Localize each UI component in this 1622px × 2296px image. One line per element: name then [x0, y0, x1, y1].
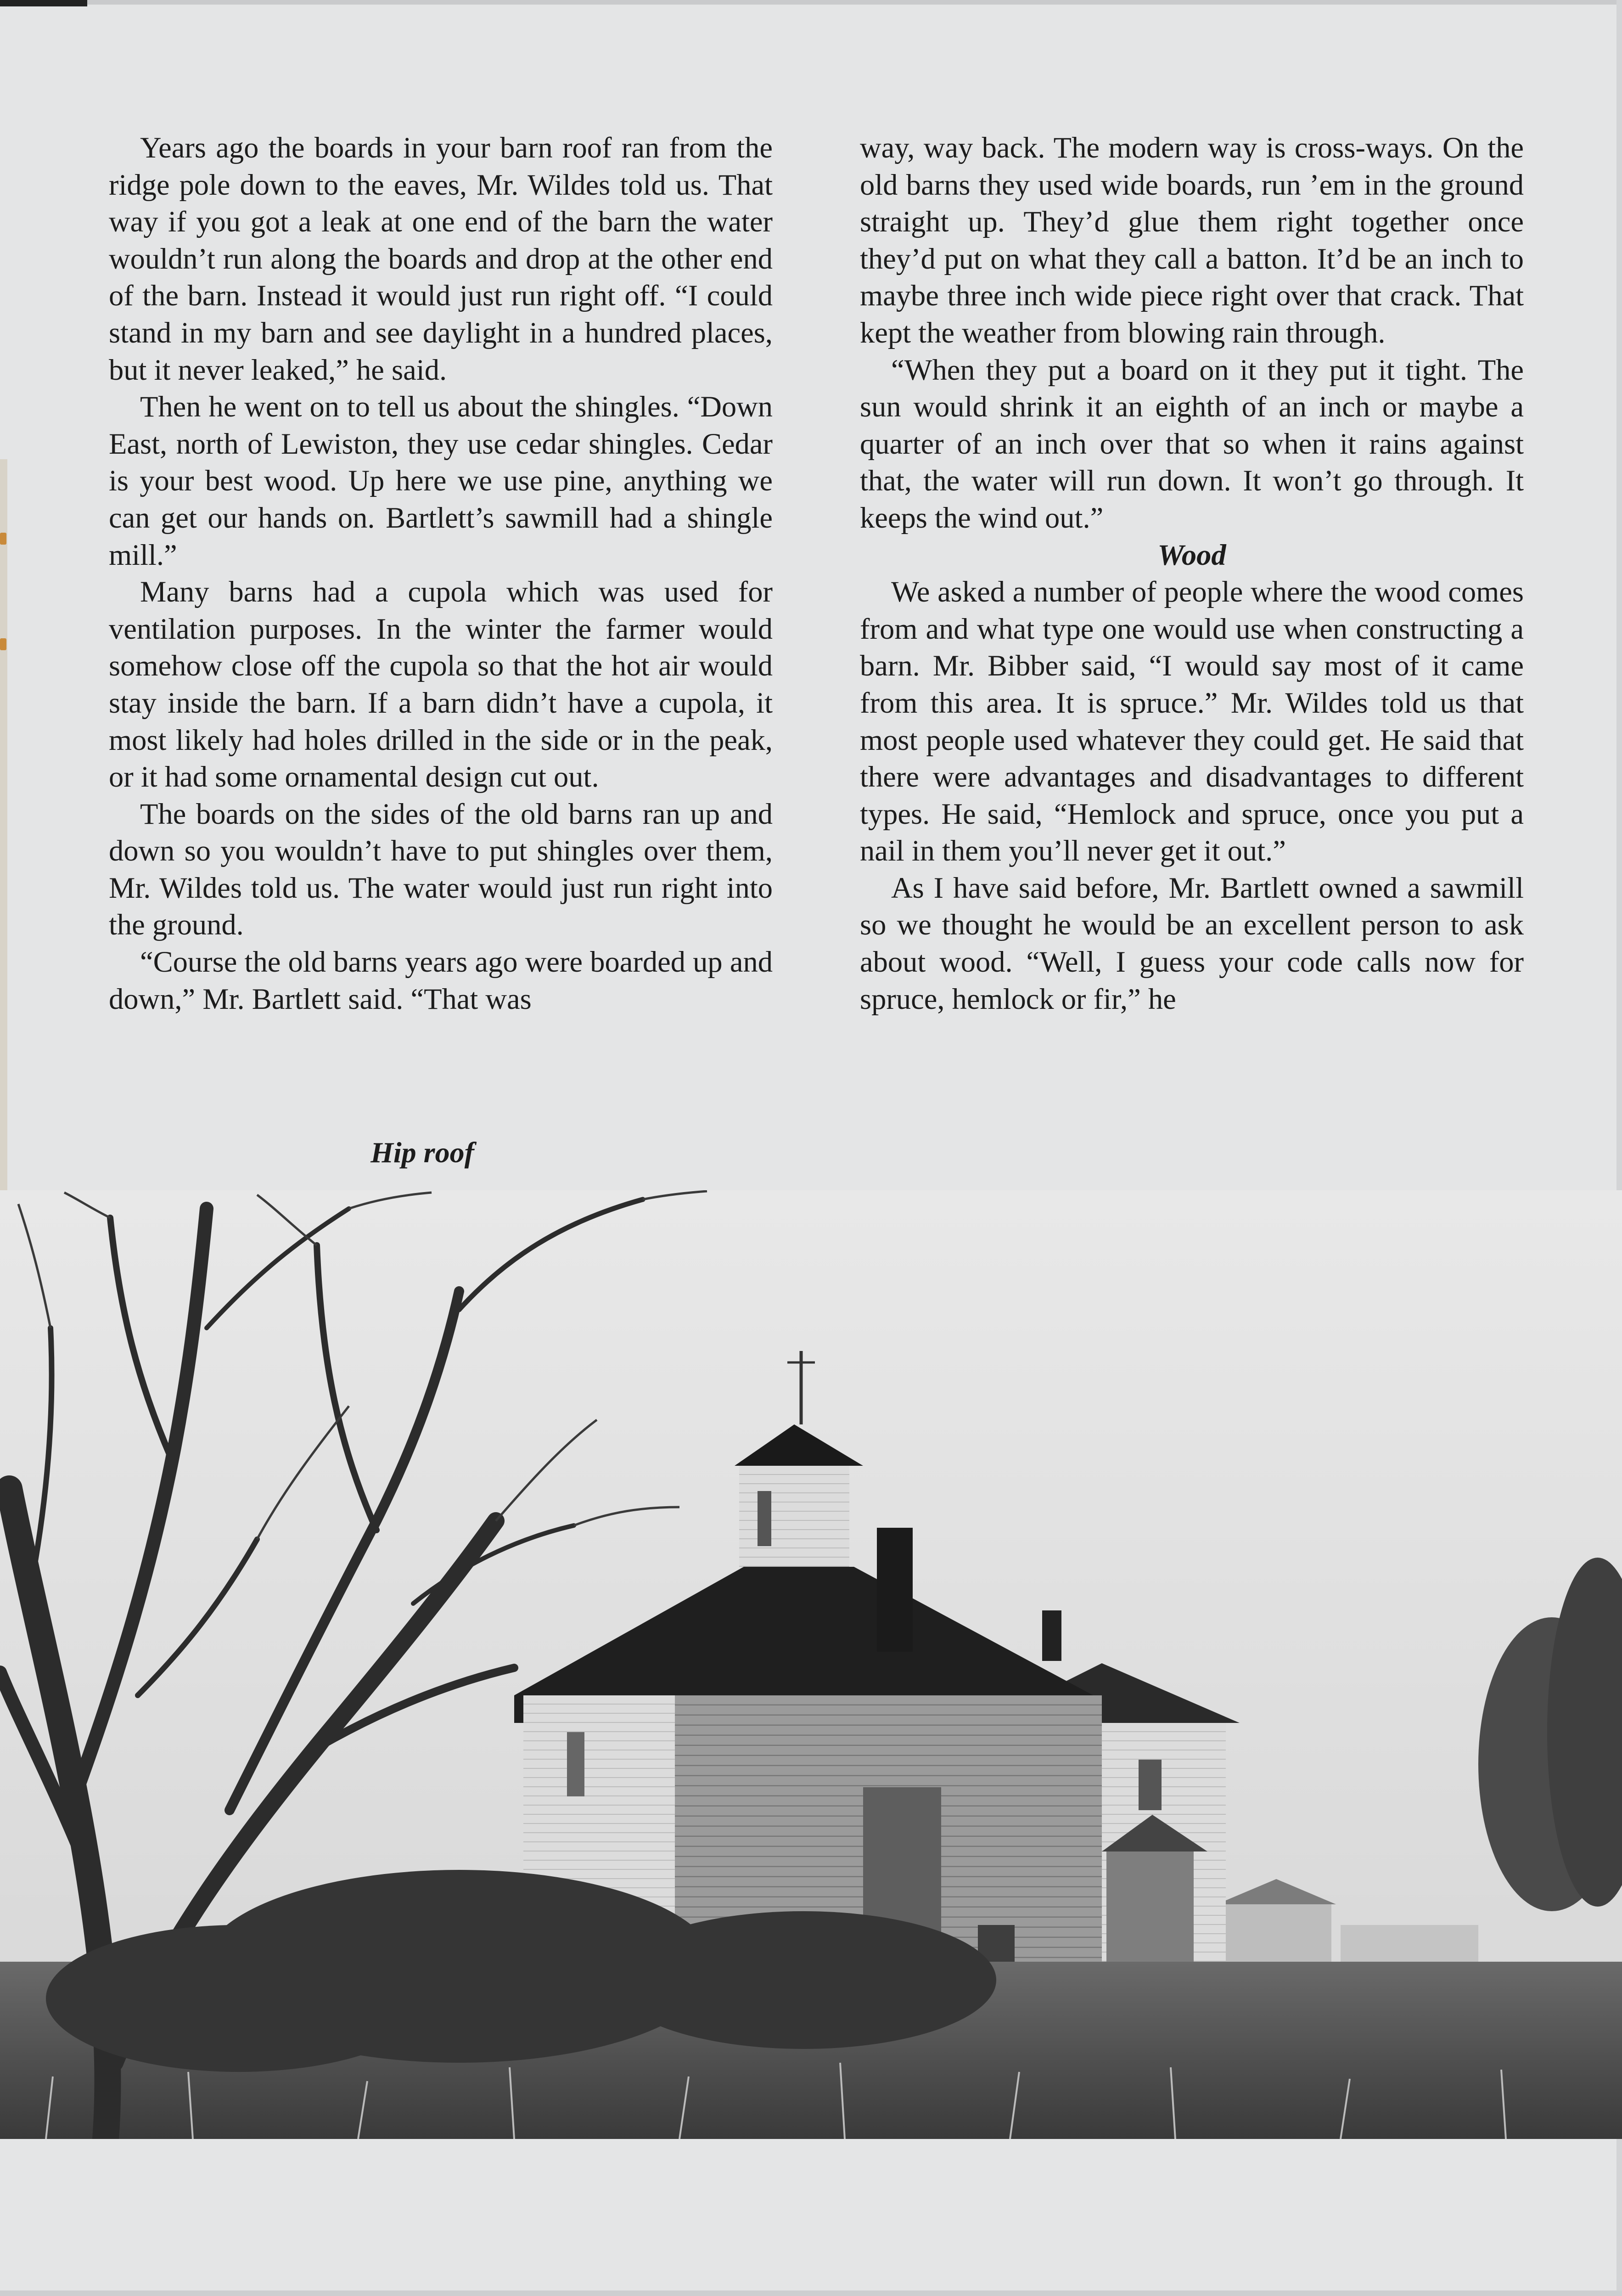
- right-text-column: [860, 129, 1524, 1018]
- paragraph: As I have said before, Mr. Bartlett owned a sawmill so we thought he would be an excellent person to ask about wood. “Well, I guess your code calls now for spruce, hemlock or fir,” he: [860, 871, 1524, 1015]
- paragraph: way, way back. The modern way is cross-ways. On the old barns they used wide boards, run ’em in the ground straight up. They’d glue them right together once they’d put on what they call a batton. It’d be an inch to maybe three inch wide piece right over that crack. That kept the weather from blowing rain through.: [860, 131, 1524, 349]
- paragraph: Years ago the boards in your barn roof ran from the ridge pole down to the eaves, Mr. Wildes told us. That way if you got a leak at one end of the barn the water wouldn’t run along the boards and drop at the other end of the barn. Instead it would just run right off. “I could stand in my barn and see daylight in a hundred places, but it never leaked,” he said.: [109, 131, 773, 386]
- left-text-column: [109, 129, 773, 1018]
- page-top-edge: [0, 0, 1622, 5]
- barn-photo: [0, 1190, 1622, 2139]
- photo-caption: Hip roof: [370, 1136, 474, 1169]
- paragraph: We asked a number of people where the wood comes from and what type one would use when constructing a barn. Mr. Bibber said, “I would say most of it came from this area. It is spruce.” Mr. Wildes told us that most people used whatever they could get. He said that there were advantages and disadvantages to different types. He said, “Hemlock and spruce, once you put a nail in them you’ll never get it out.”: [860, 575, 1524, 867]
- paragraph: “When they put a board on it they put it tight. The sun would shrink it an eighth of an inch or maybe a quarter of an inch over that so when it rains against that, the water will run down. It won’t go through. It keeps the wind out.”: [860, 353, 1524, 534]
- paragraph: Many barns had a cupola which was used for ventilation purposes. In the winter the farmer would somehow close off the cupola so that the hot air would stay inside the barn. If a barn didn’t have a cupola, it most likely had holes drilled in the side or in the peak, or it had some ornamental design cut out.: [109, 575, 773, 793]
- paragraph: “Course the old barns years ago were boarded up and down,” Mr. Bartlett said. “That was: [109, 945, 773, 1015]
- section-heading: Wood: [1157, 538, 1226, 571]
- staple-mark: [0, 638, 6, 650]
- corner-mark: [0, 0, 87, 6]
- page-bottom-edge: [0, 2290, 1622, 2296]
- paragraph: Then he went on to tell us about the shingles. “Down East, north of Lewiston, they use cedar shingles. Cedar is your best wood. Up here we use pine, anything we can get our hands on. Bartlett’s sawmill had a shingle mill.”: [109, 390, 773, 571]
- paragraph: The boards on the sides of the old barns ran up and down so you wouldn’t have to put shingles over them, Mr. Wildes told us. The water would just run right into the ground.: [109, 797, 773, 941]
- staple-mark: [0, 533, 6, 545]
